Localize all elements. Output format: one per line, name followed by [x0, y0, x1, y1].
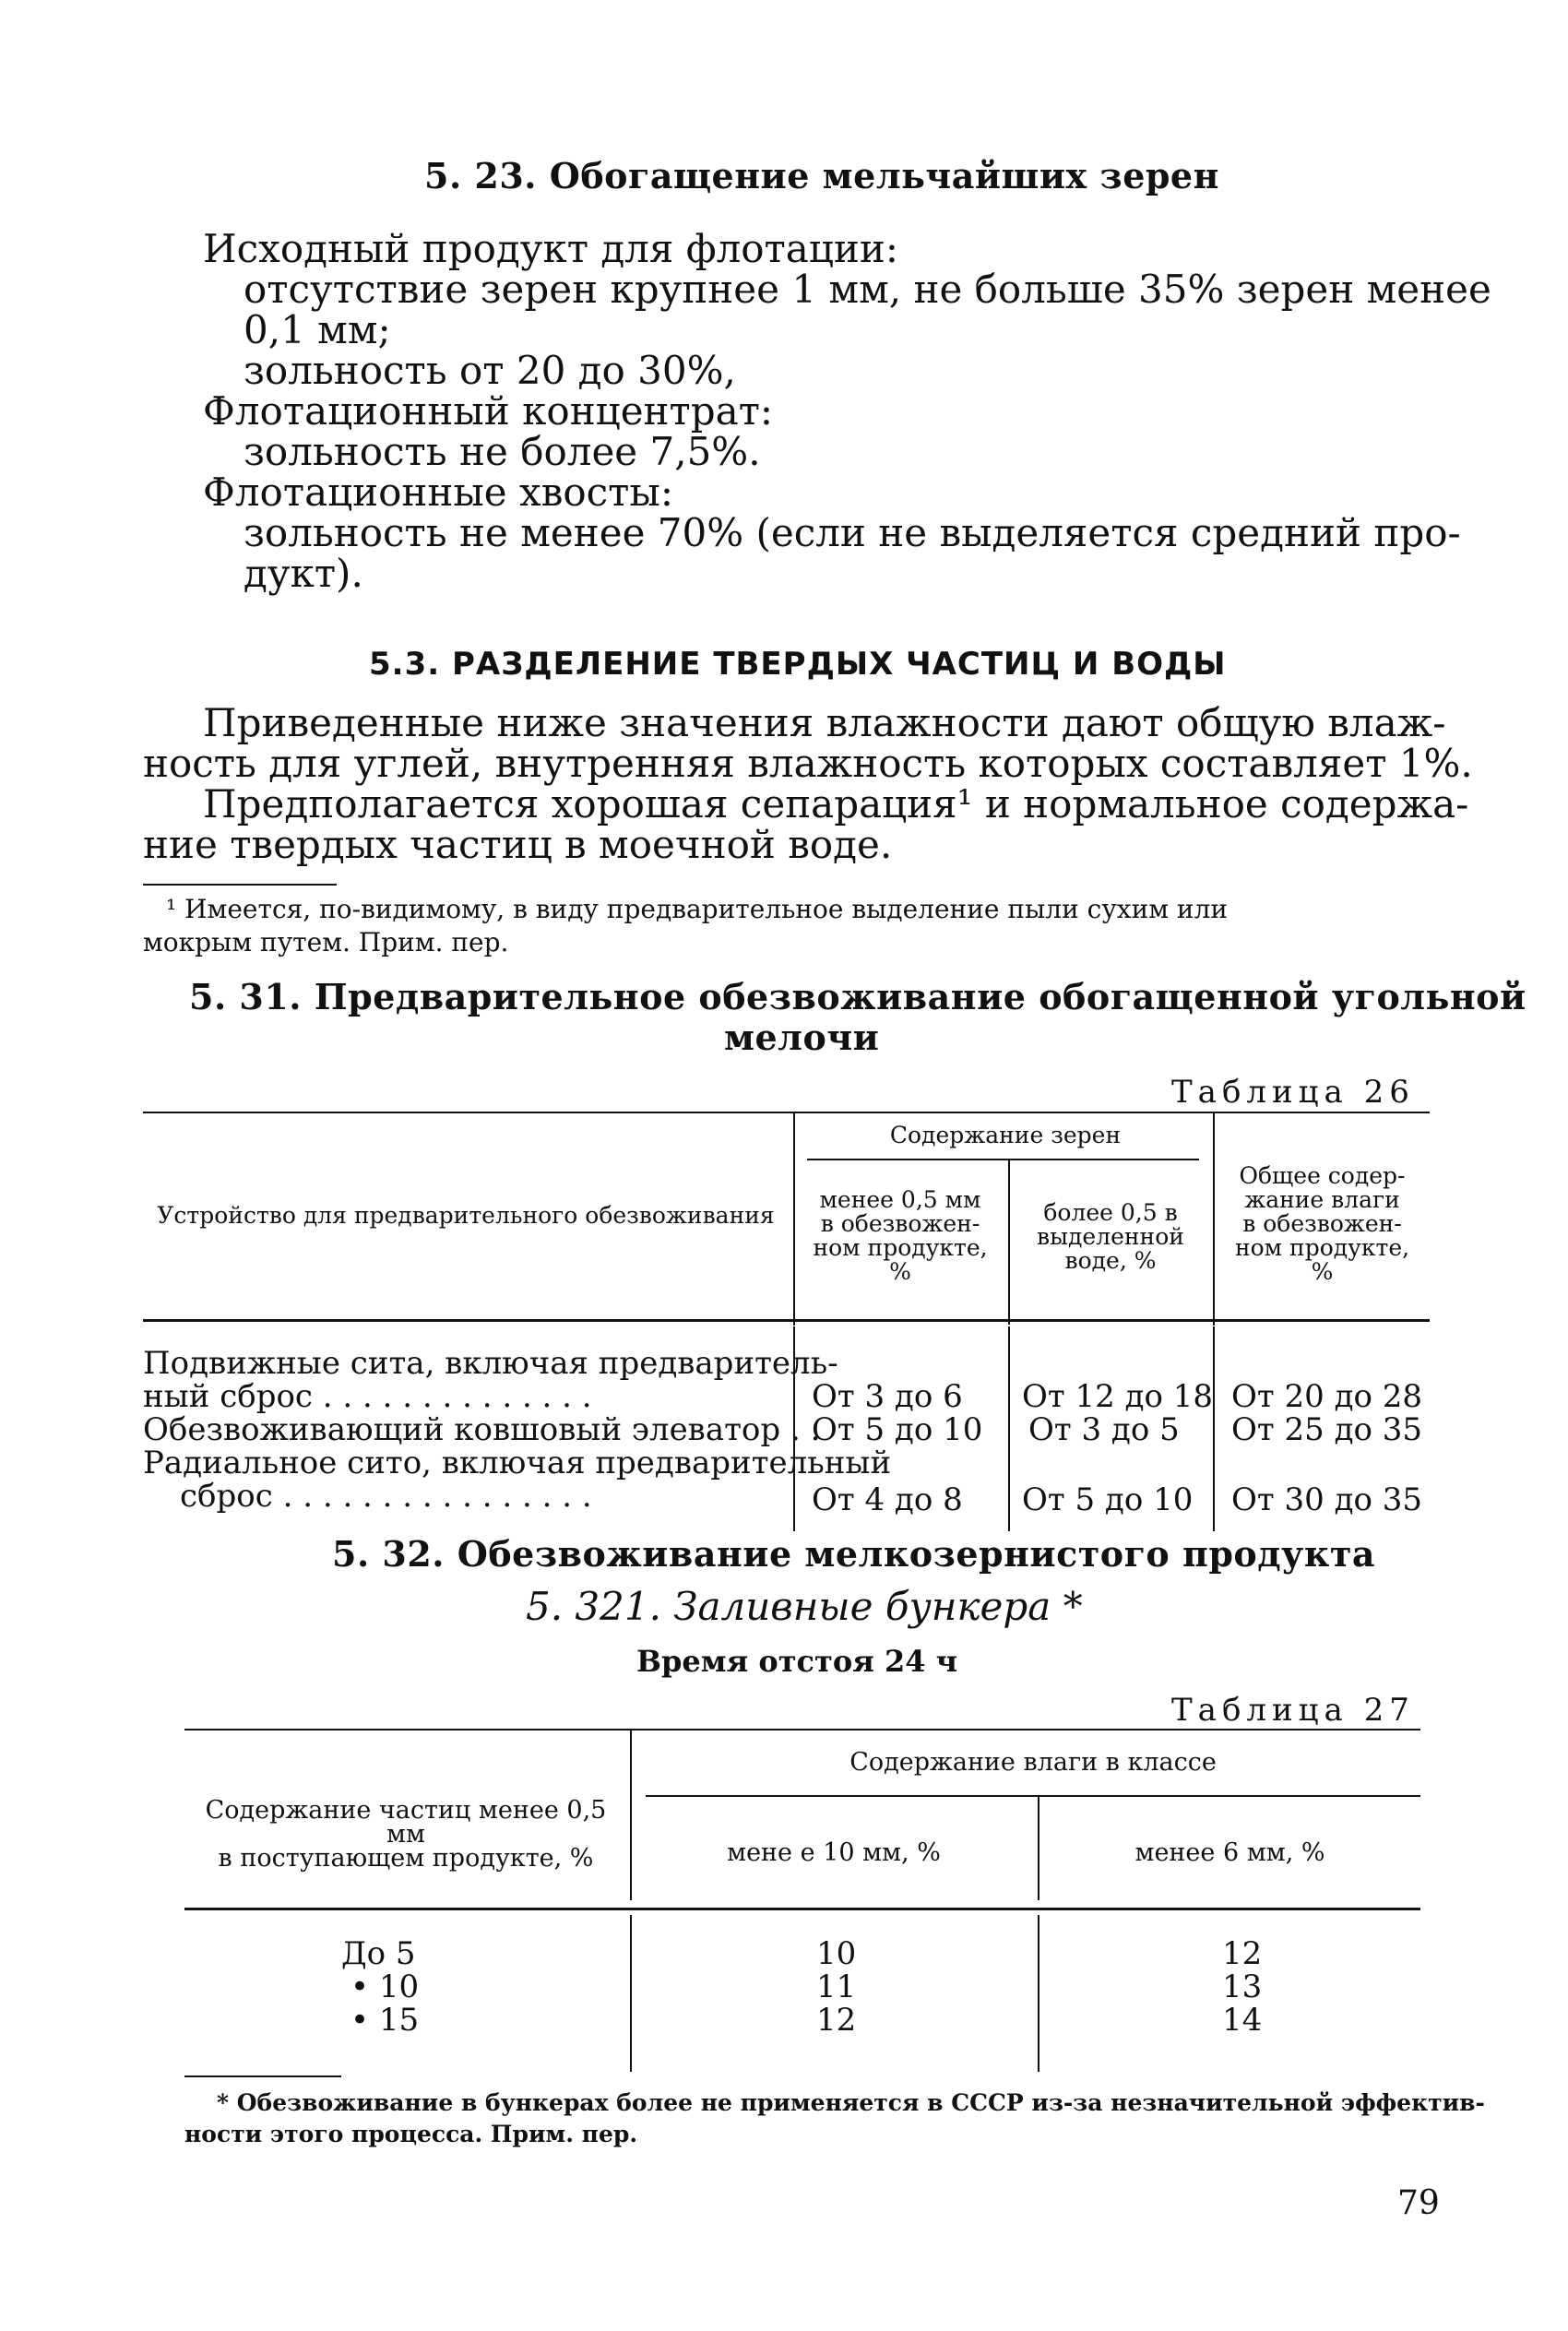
page-number: 79: [1397, 2184, 1440, 2222]
col-header-c: Общее содер- жание влаги в обезвожен- ном продукте, %: [1234, 1162, 1410, 1285]
text-line: зольность не менее 70% (если не выделяется средний про-: [244, 510, 1461, 555]
col-header-b: более 0,5 в выделенной воде, %: [1037, 1199, 1184, 1274]
footnote-rule: [143, 884, 337, 886]
text-line: Предполагается хорошая сепарация¹ и нормальное содержа-: [203, 781, 1469, 827]
table-27-caption: Таблица 27: [1171, 1692, 1415, 1729]
text-line: отсутствие зерен крупнее 1 мм, не больше 35% зерен менее: [244, 267, 1491, 312]
col-group-header: Содержание зерен: [889, 1122, 1122, 1148]
section-5321-heading: 5. 321. Заливные бункера *: [526, 1584, 1083, 1629]
text-line: дукт).: [244, 551, 363, 596]
section-53-heading: 5.3. РАЗДЕЛЕНИЕ ТВЕРДЫХ ЧАСТИЦ И ВОДЫ: [369, 646, 1227, 683]
text-line: Флотационный концентрат:: [203, 388, 774, 434]
text-line: Приведенные ниже значения влажности дают общую влаж-: [203, 700, 1446, 745]
settling-time: Время отстоя 24 ч: [636, 1644, 958, 1679]
footnote-line: ности этого процесса. Прим. пер.: [184, 2121, 638, 2147]
text-line: ность для углей, внутренняя влажность которых составляет 1%.: [143, 741, 1473, 786]
table-26-caption: Таблица 26: [1171, 1074, 1415, 1111]
text-line: зольность не более 7,5%.: [244, 429, 761, 474]
col-group-header: Содержание влаги в классе: [849, 1748, 1217, 1777]
section-531-heading: 5. 31. Предварительное обезвоживание обогащенной угольной: [189, 976, 1526, 1017]
section-532-heading: 5. 32. Обезвоживание мелкозернистого продукта: [332, 1533, 1375, 1575]
col-header-a: мене е 10 мм, %: [727, 1838, 941, 1867]
text-line: Флотационные хвосты:: [203, 470, 673, 515]
text-line: 0,1 мм;: [244, 307, 391, 352]
footnote-line: * Обезвоживание в бункерах более не применяется в СССР из-за незначительной эффектив-: [217, 2089, 1485, 2116]
col-header-content: Содержание частиц менее 0,5 мм в поступающем продукте, %: [205, 1796, 607, 1873]
section-531-heading-cont: мелочи: [724, 1017, 880, 1058]
text-line: Исходный продукт для флотации:: [203, 226, 898, 271]
footnote-line: ¹ Имеется, по-видимому, в виду предварительное выделение пыли сухим или: [166, 894, 1229, 924]
col-header-b: менее 6 мм, %: [1134, 1838, 1325, 1867]
text-line: зольность от 20 до 30%,: [244, 348, 736, 393]
footnote-line: мокрым путем. Прим. пер.: [143, 927, 509, 957]
text-line: ние твердых частиц в моечной воде.: [143, 822, 893, 867]
col-header-device: Устройство для предварительного обезвоживания: [157, 1202, 775, 1229]
col-header-a: менее 0,5 мм в обезвожен- ном продукте, %: [813, 1186, 988, 1285]
section-523-heading: 5. 23. Обогащение мельчайших зерен: [424, 155, 1219, 196]
footnote-rule: [184, 2075, 341, 2077]
